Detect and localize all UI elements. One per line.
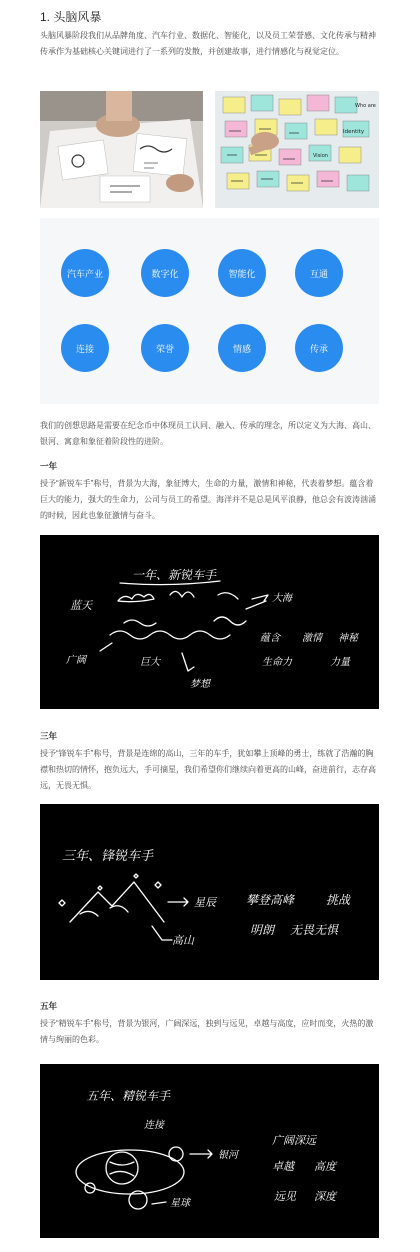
keyword-bubble: 数字化: [141, 249, 189, 297]
section-title: 1. 头脑风暴: [40, 10, 102, 24]
sticky-note-identity: Identity: [343, 129, 365, 135]
sketch-word: 高山: [172, 934, 194, 947]
year-1-sketch-board: [40, 535, 379, 709]
keyword-bubble: 连接: [61, 324, 109, 372]
sticky-note-who-are: Who are: [355, 103, 376, 109]
brainstorm-photo-desk-image: [40, 91, 203, 208]
sketch-word: 广阔: [66, 655, 86, 666]
year-3-sketch: [40, 804, 379, 980]
sketch-word: 银河: [218, 1150, 238, 1161]
year-3-description: 授予“锋锐车手”称号，背景是连绵的高山，三年的车手，犹如攀上顶峰的勇士，练就了浩瀚的胸襟和热切的情怀，抱负远大，手可摘星，我们希望你们继续向着更高的山峰，奋进前行，志存高远，无畏无惧。: [40, 749, 376, 790]
sketch-word: 蕴含: [260, 633, 280, 644]
sketch-word: 无畏无惧: [290, 923, 339, 937]
sketch-word: 挑战: [326, 893, 351, 907]
year-3-sketch-title: 三年、锋锐车手: [62, 849, 154, 864]
sketch-word: 星球: [170, 1198, 190, 1209]
keyword-bubble: 传承: [295, 324, 343, 372]
sketch-word: 星辰: [194, 896, 216, 909]
keyword-bubble: 汽车产业: [61, 249, 109, 297]
keyword-panel: [40, 218, 379, 404]
sketch-word: 力量: [330, 657, 350, 668]
year-5-description: 授予“精锐车手”称号，背景为银河，广阔深远，独到与远见，卓越与高度，应时而变，火热的激情与绚丽的色彩。: [40, 1019, 374, 1044]
year-5-heading: 五年: [40, 1001, 58, 1011]
sketch-word: 神秘: [338, 633, 358, 644]
year-5-sketch-title: 五年、精锐车手: [86, 1089, 171, 1103]
sketch-word: 远见: [274, 1190, 296, 1203]
year-1-sketch: [40, 535, 379, 709]
sketch-word: 广阔深远: [272, 1134, 316, 1147]
year-1-description: 授予“新锐车手”称号，背景为大海，象征博大，生命的力量，激情和神秘，代表着梦想。蕴含着巨大的能力，强大的生命力，公司与员工的希望。海洋并不是总是风平浪静，他总会有波涛汹涌的时候，因此也象征激情与奋斗。: [40, 479, 376, 520]
sketch-word: 高度: [314, 1160, 336, 1173]
intro-paragraph: 头脑风暴阶段我们从品牌角度、汽车行业、数据化、智能化，以及员工荣誉感、文化传承与精神传承作为基础核心关键词进行了一系列的发散，并创建故事，进行情感化与视觉定位。: [40, 31, 376, 56]
keyword-bubble: 互通: [295, 249, 343, 297]
year-5-sketch-board: [40, 1064, 379, 1238]
brainstorm-photo-sticky-wall: [215, 91, 379, 208]
brainstorm-photo-desk: [40, 91, 203, 208]
year-3-sketch-board: [40, 804, 379, 980]
sketch-word: 明朗: [250, 923, 275, 937]
year-1-heading: 一年: [40, 461, 58, 471]
sketch-word: 攀登高峰: [246, 893, 295, 907]
sketch-word: 卓越: [272, 1160, 294, 1173]
sketch-word: 激情: [302, 633, 322, 644]
sketch-word: 深度: [314, 1190, 336, 1203]
sketch-word: 巨大: [140, 657, 160, 668]
sticky-note-vision: Vision: [313, 153, 328, 159]
sketch-word: 大海: [272, 593, 292, 604]
sticky-wall-image: [215, 91, 379, 208]
sketch-word: 梦想: [190, 679, 210, 690]
year-1-sketch-title: 一年、新锐车手: [132, 568, 217, 582]
keyword-bubble: 智能化: [218, 249, 266, 297]
keyword-bubble: 情感: [218, 324, 266, 372]
concept-paragraph: 我们的创想思路是需要在纪念币中体现员工认同、融入、传承的理念，所以定义为大海、高山、银河、寓意和象征着阶段性的进阶。: [40, 421, 376, 446]
year-3-heading: 三年: [40, 731, 58, 741]
sketch-word: 蓝天: [70, 599, 92, 612]
sketch-word: 生命力: [262, 657, 292, 668]
year-5-sketch: [40, 1064, 379, 1238]
sketch-word: 连接: [144, 1120, 164, 1131]
keyword-bubble: 荣誉: [141, 324, 189, 372]
